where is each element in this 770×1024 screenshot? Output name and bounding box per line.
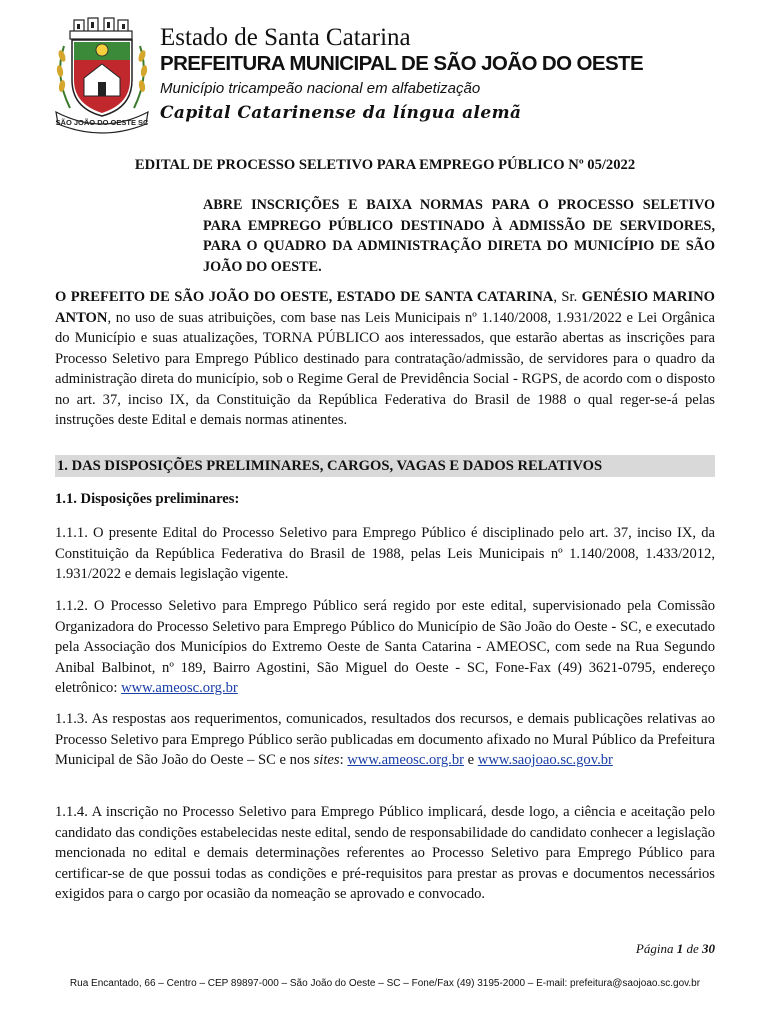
intro-sr: , Sr. — [553, 289, 582, 305]
ameosc-link-2[interactable]: www.ameosc.org.br — [347, 752, 464, 768]
paragraph-1-1-3 — [55, 709, 715, 771]
edital-title: EDITAL DE PROCESSO SELETIVO PARA EMPREGO PÚBLICO Nº 05/2022 — [134, 157, 636, 173]
edital-summary: ABRE INSCRIÇÕES E BAIXA NORMAS PARA O PROCESSO SELETIVO PARA EMPREGO PÚBLICO DESTINADO À ADMISSÃO DE SERVIDORES, PARA O QUADRO DA ADMINISTRAÇÃO DIRETA DO MUNICÍPIO DE SÃO JOÃO DO OESTE. — [203, 197, 715, 275]
mayor-name: GENÉSIO MARINO ANTON — [55, 289, 716, 326]
page-of: de — [686, 941, 699, 956]
page-label: Página — [635, 941, 674, 956]
and-text: e — [464, 752, 478, 768]
paragraph-1-1-3-text: 1.1.3. As respostas aos requerimentos, comunicados, resultados dos recursos, e demais publicações relativas ao Processo Seletivo para Emprego Público serão publicadas em documento afixado no Mural Público da Prefeitura Municipal de São João do Oeste – SC e nos — [55, 711, 715, 768]
paragraph-1-1-4: 1.1.4. A inscrição no Processo Seletivo para Emprego Público implicará, desde logo, a ciência e aceitação pelo candidato das condições estabelecidas neste edital, sendo de responsabilidade do candidato conhecer a legislação mencionada no edital e demais determinações referentes ao Processo Seletivo para Emprego Público para certificar-se de que possui todas as condições e pré-requisitos para prestar as provas e documentos necessários exigidos para o cargo por ocasião da nomeação se aprovado e convocado. — [55, 804, 715, 902]
intro-lead: O PREFEITO DE SÃO JOÃO DO OESTE, ESTADO DE SANTA CATARINA — [55, 289, 554, 305]
page-number — [636, 941, 715, 957]
capital-slogan: Capital Catarinense da língua alemã — [160, 103, 522, 123]
sites-word: sites — [313, 752, 340, 768]
municipality-subtitle: Município tricampeão nacional em alfabetização — [160, 80, 481, 97]
sites-colon: : — [339, 752, 348, 768]
state-name: Estado de Santa Catarina — [160, 24, 411, 51]
page-total: 30 — [702, 941, 715, 956]
ameosc-link[interactable]: www.ameosc.org.br — [121, 680, 238, 696]
subsection-heading-1-1: 1.1. Disposições preliminares: — [55, 491, 240, 507]
paragraph-1-1-2 — [55, 596, 715, 699]
page-current: 1 — [676, 941, 684, 956]
footer-address: Rua Encantado, 66 – Centro – CEP 89897-000 – São João do Oeste – SC – Fone/Fax (49) 3195-2000 – E-mail: prefeitura@saojoao.sc.gov.br — [69, 978, 701, 989]
municipal-crest-logo — [50, 16, 154, 134]
crest-ribbon-text: SÃO JOÃO DO OESTE SC — [55, 118, 149, 127]
intro-paragraph — [55, 287, 715, 431]
section-heading-1: 1. DAS DISPOSIÇÕES PRELIMINARES, CARGOS, VAGAS E DADOS RELATIVOS — [55, 455, 715, 477]
prefeitura-title: PREFEITURA MUNICIPAL DE SÃO JOÃO DO OESTE — [160, 52, 644, 75]
intro-body: , no uso de suas atribuições, com base nas Leis Municipais nº 1.140/2008, 1.931/2022 e Lei Orgânica do Município e suas atualizações, TORNA PÚBLICO aos interessados, que estarão abertas as inscrições para Processo Seletivo para Emprego Público destinado para contratação/admissão, de servidores para o quadro da administração direta do município, sob o Regime Geral de Previdência Social - RGPS, de acordo com o disposto no art. 37, inciso IX, da Constituição da República Federativa do Brasil de 1988 o qual reger-se-á pelas instruções deste Edital e demais normas atinentes. — [55, 309, 715, 428]
paragraph-1-1-1: 1.1.1. O presente Edital do Processo Seletivo para Emprego Público é disciplinado pelo art. 37, inciso IX, da Constituição da República Federativa do Brasil de 1988, pelas Leis Municipais nº 1.140/2008, 1.433/2012, 1.931/2022 e demais legislação vigente. — [55, 525, 715, 582]
paragraph-1-1-2-text: 1.1.2. O Processo Seletivo para Emprego Público será regido por este edital, supervisionado pela Comissão Organizadora do Processo Seletivo para Emprego Público do Município de São João do Oeste - SC, e executado pela Associação dos Municípios do Extremo Oeste de Santa Catarina - AMEOSC, com sede na Rua Segundo Anibal Balbinot, nº 189, Bairro Agostini, São Miguel do Oeste - SC, Fone-Fax (49) 3621-0795, endereço eletrônico: — [55, 598, 715, 696]
saojoao-link[interactable]: www.saojoao.sc.gov.br — [477, 752, 613, 768]
